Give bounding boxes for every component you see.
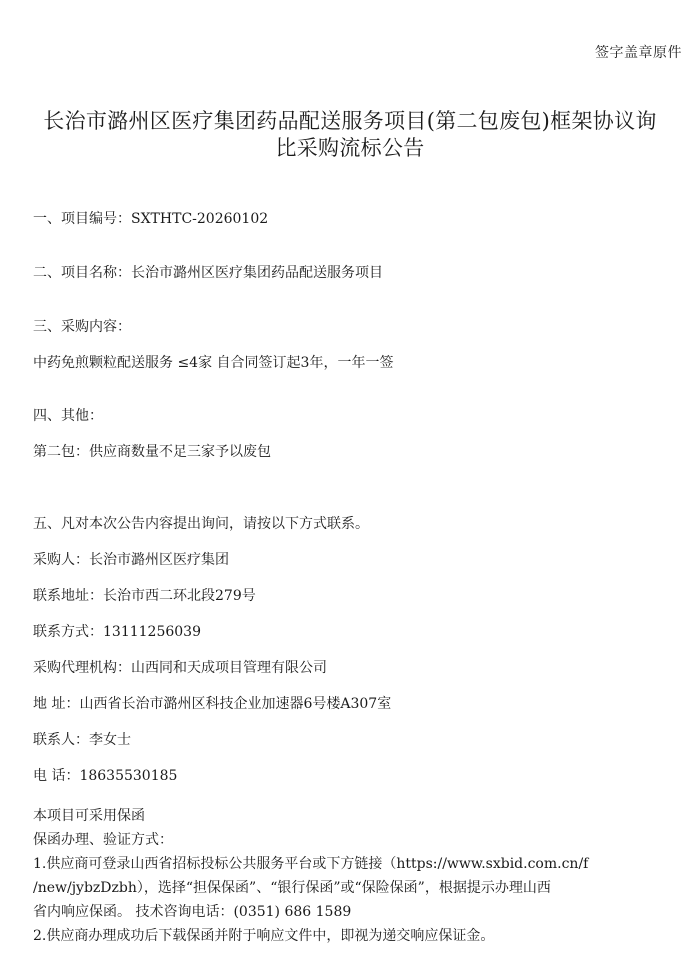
content-heading: 三、采购内容：: [33, 319, 131, 335]
title-line-1: 长治市潞州区医疗集团药品配送服务项目(第二包废包)框架协议询: [43, 109, 657, 133]
content-detail: 中药免煎颗粒配送服务 ≤4家 自合同签订起3年，一年一签: [33, 355, 394, 371]
guarantee-line-4: /new/jybzDzbh），选择“担保保函”、“银行保函”或“保险保函”，根据提示办理山西: [33, 880, 551, 896]
project-name: 二、项目名称：长治市潞州区医疗集团药品配送服务项目: [33, 265, 383, 281]
guarantee-line-6: 2.供应商办理成功后下载保函并附于响应文件中，即视为递交响应保证金。: [33, 928, 495, 944]
agency-phone: 电 话：18635530185: [33, 768, 178, 784]
purchaser-address: 联系地址：长治市西二环北段279号: [33, 588, 256, 604]
other-detail: 第二包：供应商数量不足三家予以废包: [33, 444, 271, 460]
page-title: [0, 108, 700, 162]
guarantee-line-2: 保函办理、验证方式：: [33, 832, 173, 848]
other-heading: 四、其他：: [33, 408, 103, 424]
purchaser-phone: 联系方式：13111256039: [33, 624, 201, 640]
agency-name: 采购代理机构：山西同和天成项目管理有限公司: [33, 660, 327, 676]
guarantee-line-5: 省内响应保函。 技术咨询电话：(0351) 686 1589: [33, 904, 352, 920]
title-line-2: 比采购流标公告: [275, 136, 425, 160]
contact-heading: 五、凡对本次公告内容提出询问，请按以下方式联系。: [33, 516, 369, 532]
agency-address: 地 址：山西省长治市潞州区科技企业加速器6号楼A307室: [33, 696, 392, 712]
project-number: 一、项目编号：SXTHTC-20260102: [33, 211, 269, 227]
stamp-note: 签字盖章原件: [595, 45, 682, 61]
purchaser: 采购人：长治市潞州区医疗集团: [33, 552, 229, 568]
guarantee-line-1: 本项目可采用保函: [33, 808, 145, 824]
guarantee-line-3: 1.供应商可登录山西省招标投标公共服务平台或下方链接（https://www.sxbid.com.cn/f: [33, 856, 589, 872]
guarantee-section: [33, 804, 673, 948]
contact-person: 联系人：李女士: [33, 732, 131, 748]
